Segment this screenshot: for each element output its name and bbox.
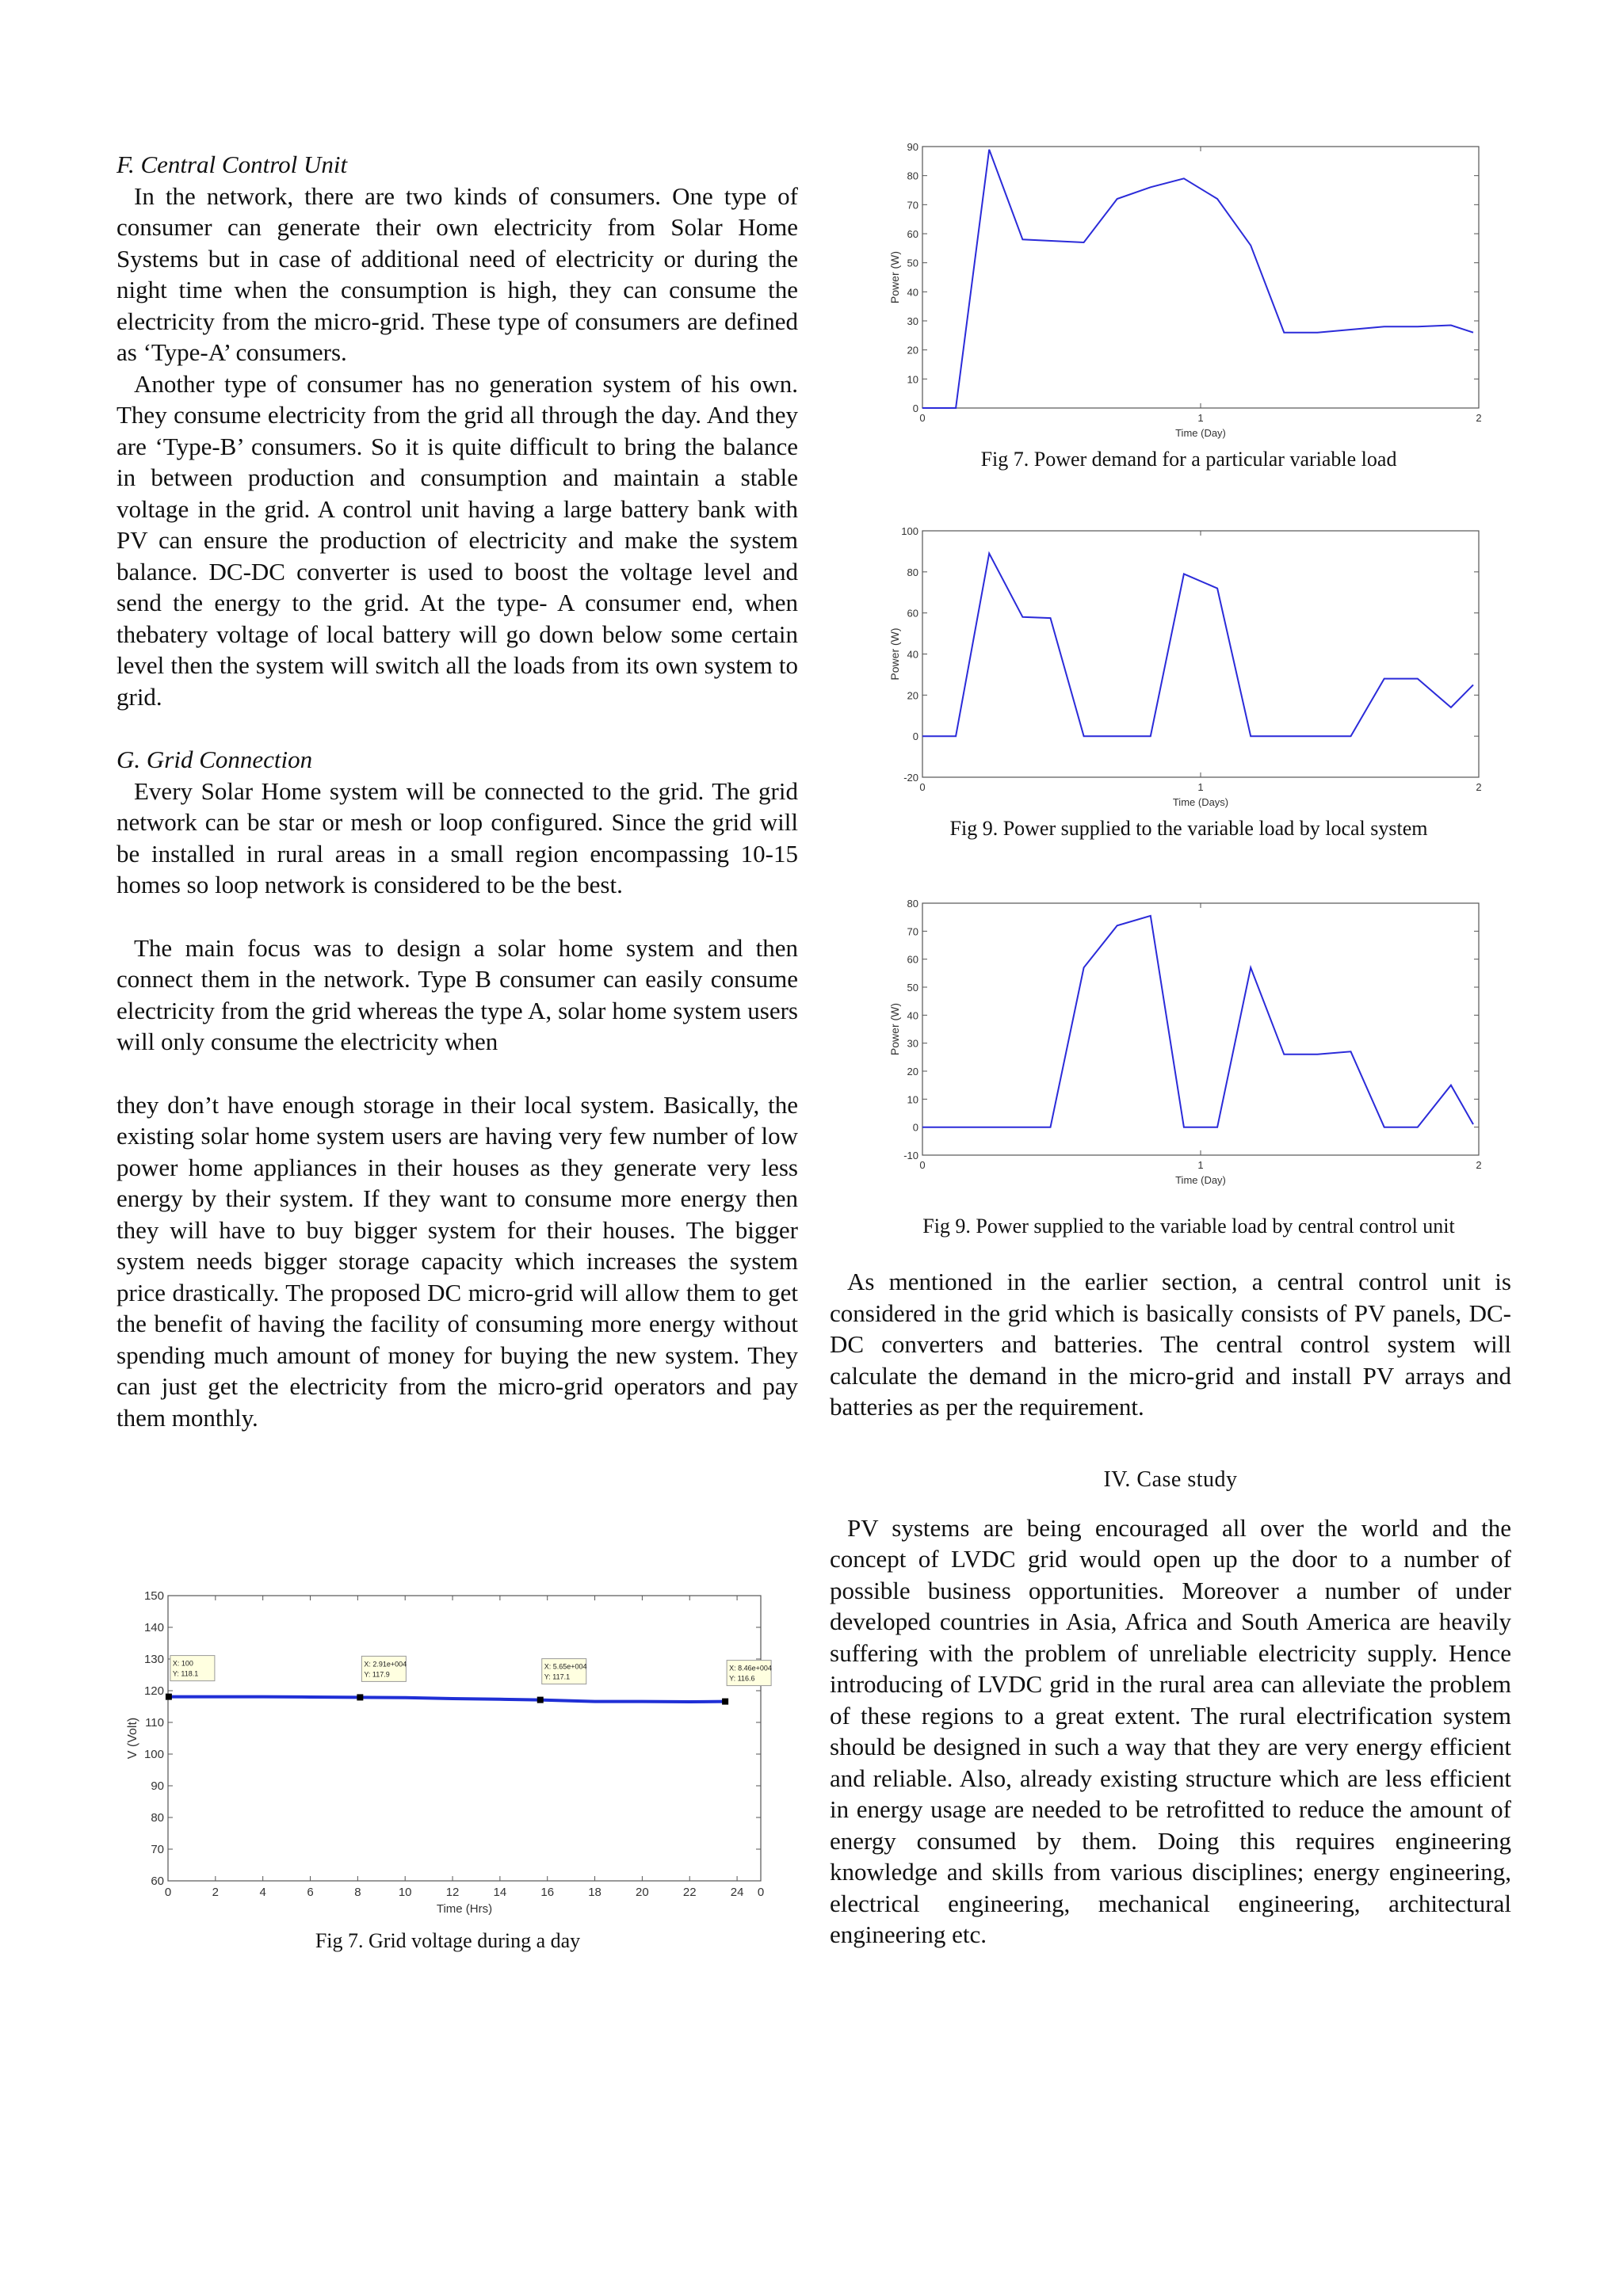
- y-tick-label: -20: [903, 772, 918, 784]
- x-axis-label: Time (Hrs): [436, 1902, 493, 1916]
- y-tick-label: 40: [907, 286, 918, 299]
- x-tick-label: 0: [919, 412, 926, 424]
- right-paragraph-1: As mentioned in the earlier section, a central control unit is considered in the grid which is basically consists of PV panels, DC-DC converters and batteries. The central control system will calculate the demand in the micro-grid and install PV arrays and batteries as per the requirement.: [830, 1268, 1511, 1421]
- right-paragraph-2: PV systems are being encouraged all over the world and the concept of LVDC grid would open up the door to a number of possible business opportunities. Moreover a number of under developed countries in Asia, Africa and South America are heavily suffering with the problem of unreliable electricity supply. Hence introducing of LVDC grid in the rural area can alleviate the problem of these regions to a great extent. The rural electrification system should be designed in such a way that they are very energy efficient and reliable. Also, already existing structure which are less efficient in energy usage are needed to be retrofitted to reduce the amount of energy consumed by them. Doing this requires engineering knowledge and skills from various disciplines; energy engineering, electrical engineering, mechanical engineering, architectural engineering etc.: [830, 1513, 1511, 1948]
- plot-frame: [922, 147, 1479, 408]
- y-tick-label: 80: [907, 170, 918, 182]
- x-tick-label: 16: [540, 1886, 555, 1899]
- plot-frame: [168, 1596, 761, 1881]
- datatip-marker: [357, 1694, 363, 1700]
- section-g-paragraph-1: Every Solar Home system will be connected to the grid. The grid network can be star or mesh or loop configured. Since the grid will be installed in rural areas in a small region encompassing 10-15 homes so loop network is considered to be the best.: [116, 776, 798, 898]
- datatip-y-label: Y: 117.9: [364, 1670, 390, 1679]
- y-tick-label: 30: [907, 1037, 918, 1050]
- x-tick-label: 6: [307, 1886, 314, 1899]
- case-study-heading: [830, 1464, 1511, 1495]
- datatip-y-label: Y: 117.1: [544, 1672, 571, 1681]
- y-tick-label: 140: [143, 1621, 164, 1634]
- x-tick-label: 1: [1197, 1159, 1204, 1171]
- chart-power-local: [888, 523, 1498, 816]
- section-g-title: G. Grid Connection: [116, 746, 313, 773]
- y-tick-label: 20: [907, 689, 918, 702]
- caption-grid-voltage: Fig 7. Grid voltage during a day: [315, 1929, 581, 1952]
- y-tick-label: 70: [907, 199, 918, 212]
- y-tick-label: 10: [907, 373, 918, 386]
- x-tick-label: 12: [445, 1886, 460, 1899]
- y-tick-label: 0: [912, 402, 918, 414]
- x-tick-label: 0: [919, 781, 926, 793]
- chart-power-demand: [888, 135, 1498, 452]
- datatip-x-label: X: 2.91e+004: [364, 1660, 407, 1669]
- y-tick-label: 90: [907, 141, 918, 153]
- x-tick-label: 18: [588, 1886, 601, 1899]
- y-tick-label: 70: [907, 925, 918, 938]
- x-tick-label: 1: [1197, 781, 1204, 793]
- y-tick-label: 60: [151, 1875, 164, 1888]
- y-axis-label: Power (W): [888, 1002, 901, 1056]
- y-tick-label: 50: [907, 982, 918, 994]
- section-f-title: F. Central Control Unit: [116, 151, 348, 178]
- y-tick-label: 30: [907, 315, 918, 327]
- y-tick-label: 70: [151, 1843, 164, 1856]
- y-tick-label: 120: [143, 1684, 164, 1698]
- y-tick-label: 80: [907, 566, 918, 578]
- x-tick-label: 2: [1476, 1159, 1482, 1171]
- x-axis-label: Time (Day): [1175, 427, 1226, 439]
- caption-power-local: Fig 9. Power supplied to the variable load by local system: [949, 817, 1428, 840]
- caption-power-central: Fig 9. Power supplied to the variable load by central control unit: [922, 1215, 1455, 1238]
- datatip-x-label: X: 100: [172, 1659, 193, 1668]
- x-axis-label: Time (Days): [1172, 796, 1229, 808]
- datatip-x-label: X: 8.46e+004: [729, 1664, 772, 1672]
- y-tick-label: 100: [901, 525, 918, 537]
- y-axis-label: Power (W): [888, 627, 901, 681]
- y-tick-label: 130: [143, 1653, 164, 1666]
- y-tick-label: 80: [151, 1811, 164, 1825]
- datatip-x-label: X: 5.65e+004: [544, 1662, 587, 1671]
- section-g-paragraph-2: The main focus was to design a solar home system and then connect them in the network. Type B consumer can easily consume electricity from the grid whereas the type A, solar home system users will only consume the electricity when: [116, 933, 798, 1055]
- x-tick-label: 1: [1197, 412, 1204, 424]
- x-tick-label: 8: [354, 1886, 361, 1899]
- y-tick-label: -10: [903, 1150, 918, 1161]
- x-tick-label: 4: [259, 1886, 266, 1899]
- right-column: [830, 1266, 1511, 1951]
- y-tick-label: 60: [907, 607, 918, 620]
- y-tick-label: 40: [907, 648, 918, 661]
- x-tick-label: 0: [757, 1886, 765, 1899]
- y-tick-label: 150: [143, 1589, 164, 1603]
- x-tick-label: 0: [919, 1159, 926, 1171]
- datatip-y-label: Y: 118.1: [172, 1669, 199, 1678]
- y-tick-label: 50: [907, 257, 918, 269]
- y-tick-label: 80: [907, 898, 918, 910]
- x-tick-label: 22: [682, 1886, 697, 1899]
- y-tick-label: 0: [912, 730, 918, 743]
- x-tick-label: 20: [636, 1886, 649, 1899]
- datatip-marker: [537, 1697, 544, 1703]
- y-tick-label: 0: [912, 1121, 918, 1134]
- x-tick-label: 2: [1476, 781, 1482, 793]
- plot-frame: [922, 903, 1479, 1155]
- x-tick-label: 2: [1476, 412, 1482, 424]
- chart-power-central: [888, 895, 1498, 1188]
- x-tick-label: 24: [730, 1886, 744, 1899]
- datatip-marker: [722, 1699, 728, 1705]
- datatip-marker: [166, 1694, 172, 1700]
- x-axis-label: Time (Day): [1175, 1174, 1226, 1186]
- y-tick-label: 110: [145, 1716, 164, 1730]
- y-axis-label: Power (W): [888, 250, 901, 304]
- case-study-heading-text: IV. Case study: [1103, 1466, 1238, 1492]
- x-tick-label: 10: [398, 1886, 412, 1899]
- plot-frame: [922, 531, 1479, 777]
- y-tick-label: 60: [907, 228, 918, 240]
- y-tick-label: 20: [907, 344, 918, 357]
- y-tick-label: 40: [907, 1009, 918, 1022]
- section-g-paragraph-3: they don’t have enough storage in their local system. Basically, the existing solar home system users are having very few number of low power home appliances in their houses as they generate very less energy by their system. If they want to consume more energy then they will have to buy bigger system for their houses. The bigger system needs bigger storage capacity which increases the system price drastically. The proposed DC micro-grid will allow them to get the benefit of having the facility of consuming more energy without spending much amount of money for buying the new system. They can just get the electricity from the micro-grid operators and pay them monthly.: [116, 1090, 798, 1432]
- y-axis-label: V (Volt): [126, 1717, 139, 1760]
- x-tick-label: 14: [493, 1886, 507, 1899]
- y-tick-label: 90: [151, 1779, 164, 1793]
- y-tick-label: 100: [143, 1748, 164, 1761]
- section-f-paragraph-2: Another type of consumer has no generation system of his own. They consume electricity from the grid all through the day. And they are ‘Type-B’ consumers. So it is quite difficult to bring the balance in between production and consumption and maintain a stable voltage in the grid. A control unit having a large battery bank with PV can ensure the production of electricity and make the system balance. DC-DC converter is used to boost the voltage level and send the energy to the grid. At the type- A consumer end, when thebatery voltage of local battery will go down below some certain level then the system will switch all the loads from its own system to grid.: [116, 369, 798, 711]
- caption-power-demand: Fig 7. Power demand for a particular variable load: [980, 448, 1397, 471]
- x-tick-label: 2: [212, 1886, 220, 1899]
- chart-grid-voltage: [127, 1585, 808, 1933]
- y-tick-label: 10: [907, 1093, 918, 1106]
- x-tick-label: 0: [164, 1886, 172, 1899]
- y-tick-label: 60: [907, 953, 918, 966]
- y-tick-label: 20: [907, 1066, 918, 1077]
- datatip-y-label: Y: 116.6: [729, 1674, 755, 1683]
- section-f-paragraph-1: In the network, there are two kinds of consumers. One type of consumer can generate their own electricity from Solar Home Systems but in case of additional need of electricity or during the night time when the consumption is high, they can consume the electricity from the micro-grid. These type of consumers are defined as ‘Type-A’ consumers.: [116, 181, 798, 366]
- left-column: [116, 149, 798, 1433]
